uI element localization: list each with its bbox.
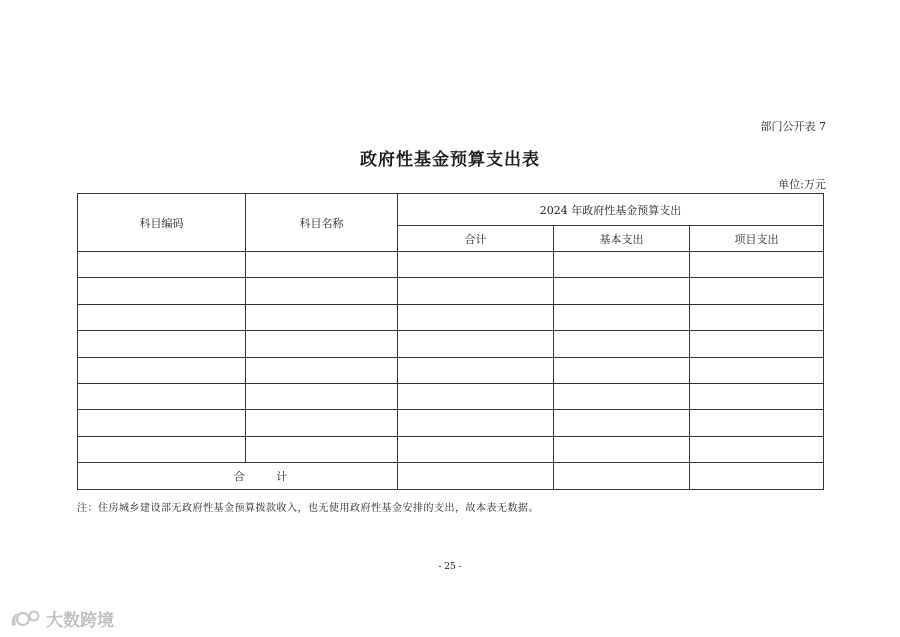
table-cell bbox=[246, 383, 398, 409]
table-cell bbox=[246, 304, 398, 330]
table-cell bbox=[690, 410, 824, 436]
table-cell bbox=[554, 410, 690, 436]
table-cell bbox=[554, 278, 690, 304]
table-cell bbox=[78, 252, 246, 278]
header-subject-name: 科目名称 bbox=[246, 194, 398, 252]
table-cell bbox=[690, 331, 824, 357]
table-cell bbox=[78, 304, 246, 330]
table-cell bbox=[246, 252, 398, 278]
footnote: 注：住房城乡建设部无政府性基金预算拨款收入，也无使用政府性基金安排的支出，故本表无数据。 bbox=[77, 503, 539, 514]
table-cell bbox=[398, 357, 554, 383]
table-cell bbox=[78, 331, 246, 357]
total-row-label: 合 计 bbox=[78, 463, 398, 490]
table-row bbox=[78, 357, 824, 383]
table-row bbox=[78, 410, 824, 436]
table-cell bbox=[398, 278, 554, 304]
table-cell bbox=[78, 383, 246, 409]
table-row bbox=[78, 304, 824, 330]
table-cell bbox=[554, 252, 690, 278]
page-number: - 25 - bbox=[438, 562, 462, 572]
table-cell bbox=[398, 383, 554, 409]
table-cell bbox=[398, 331, 554, 357]
form-number: 部门公开表 7 bbox=[760, 120, 826, 133]
table-cell bbox=[78, 436, 246, 462]
table-cell bbox=[690, 383, 824, 409]
header-total: 合计 bbox=[398, 226, 554, 252]
kuajing-logo-icon bbox=[8, 608, 42, 630]
table-cell bbox=[78, 357, 246, 383]
table-cell bbox=[554, 331, 690, 357]
table-cell bbox=[246, 436, 398, 462]
table-cell bbox=[246, 278, 398, 304]
table-cell bbox=[690, 278, 824, 304]
table-cell bbox=[398, 410, 554, 436]
table-row bbox=[78, 252, 824, 278]
table-cell bbox=[78, 410, 246, 436]
table-cell bbox=[690, 357, 824, 383]
table-cell bbox=[246, 410, 398, 436]
table-cell bbox=[398, 436, 554, 462]
header-basic-expenditure: 基本支出 bbox=[554, 226, 690, 252]
table-cell bbox=[690, 436, 824, 462]
table-cell bbox=[78, 278, 246, 304]
table-row bbox=[78, 278, 824, 304]
budget-table bbox=[77, 193, 824, 490]
table-cell bbox=[398, 252, 554, 278]
table-cell bbox=[246, 331, 398, 357]
table-cell bbox=[554, 436, 690, 462]
table-row bbox=[78, 436, 824, 462]
table-cell bbox=[690, 252, 824, 278]
table-row bbox=[78, 383, 824, 409]
table-cell bbox=[398, 304, 554, 330]
header-subject-code: 科目编码 bbox=[78, 194, 246, 252]
header-project-expenditure: 项目支出 bbox=[690, 226, 824, 252]
total-cell-basic bbox=[554, 463, 690, 490]
table-cell bbox=[554, 357, 690, 383]
page-title: 政府性基金预算支出表 bbox=[360, 150, 540, 170]
table-cell bbox=[246, 357, 398, 383]
header-group-2024: 2024 年政府性基金预算支出 bbox=[398, 194, 824, 226]
table-cell bbox=[554, 383, 690, 409]
unit-label: 单位:万元 bbox=[778, 178, 826, 191]
total-cell-project bbox=[690, 463, 824, 490]
table-cell bbox=[690, 304, 824, 330]
table-body bbox=[78, 252, 824, 463]
watermark bbox=[8, 606, 114, 631]
total-cell-total bbox=[398, 463, 554, 490]
table-cell bbox=[554, 304, 690, 330]
table-row bbox=[78, 331, 824, 357]
watermark-text: 大数跨境 bbox=[46, 611, 114, 631]
